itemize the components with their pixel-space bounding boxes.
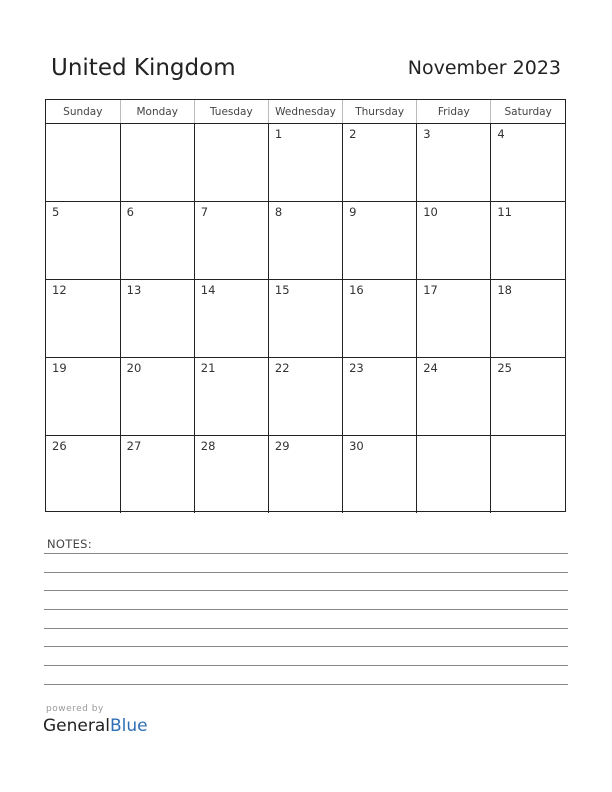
day-cell	[491, 124, 565, 202]
day-number: 11	[497, 205, 512, 219]
day-number: 7	[200, 205, 209, 219]
day-number: 2	[349, 127, 357, 141]
notes-line	[44, 609, 568, 610]
day-cell	[417, 124, 491, 202]
day-number: 28	[200, 439, 216, 453]
day-number: 26	[52, 439, 67, 453]
day-number: 1	[274, 127, 283, 141]
day-cell	[46, 358, 120, 436]
weekday-wednesday: Wednesday	[268, 100, 342, 124]
day-cell	[194, 280, 268, 358]
notes-line	[44, 646, 568, 647]
day-number	[195, 124, 268, 127]
day-number: 3	[423, 127, 431, 141]
week-row-5	[46, 436, 565, 514]
day-number: 4	[497, 127, 505, 141]
calendar-title: United Kingdom	[51, 55, 236, 81]
week-row-4	[46, 358, 565, 436]
weekday-thursday: Thursday	[343, 100, 417, 124]
day-cell	[417, 202, 491, 280]
calendar-grid	[45, 99, 566, 512]
day-number: 6	[126, 205, 134, 219]
day-cell	[46, 436, 120, 514]
powered-by-label: powered by	[46, 704, 104, 714]
weekday-header-row	[46, 100, 565, 124]
weekday-sunday: Sunday	[46, 100, 120, 124]
day-cell	[268, 436, 342, 514]
day-cell	[343, 202, 417, 280]
generalblue-logo[interactable]	[43, 716, 148, 736]
day-cell	[120, 124, 194, 202]
day-number: 14	[200, 283, 216, 297]
day-cell	[417, 358, 491, 436]
day-number: 30	[349, 439, 364, 453]
day-cell	[268, 280, 342, 358]
week-row-2	[46, 202, 565, 280]
day-number: 23	[349, 361, 364, 375]
notes-line	[44, 684, 568, 685]
day-cell	[268, 358, 342, 436]
day-cell	[343, 280, 417, 358]
day-cell	[46, 280, 120, 358]
day-number	[121, 124, 194, 127]
day-number: 13	[126, 283, 142, 297]
day-number: 21	[200, 361, 216, 375]
day-number: 29	[274, 439, 290, 453]
day-cell	[343, 358, 417, 436]
day-number: 15	[274, 283, 290, 297]
day-cell	[268, 202, 342, 280]
day-cell	[120, 280, 194, 358]
day-cell	[46, 202, 120, 280]
day-cell	[343, 436, 417, 514]
notes-line	[44, 628, 568, 629]
day-cell	[194, 202, 268, 280]
day-number: 25	[497, 361, 512, 375]
weekday-tuesday: Tuesday	[194, 100, 268, 124]
notes-line	[44, 590, 568, 591]
day-cell	[417, 436, 491, 514]
day-number: 18	[497, 283, 512, 297]
day-number: 17	[423, 283, 438, 297]
weekday-monday: Monday	[120, 100, 194, 124]
day-number	[491, 436, 565, 439]
notes-line	[44, 665, 568, 666]
month-year-label: November 2023	[407, 57, 561, 79]
notes-label: NOTES:	[47, 537, 92, 551]
day-number: 12	[52, 283, 67, 297]
day-cell	[194, 436, 268, 514]
day-number: 9	[349, 205, 357, 219]
day-cell	[120, 358, 194, 436]
day-cell	[120, 202, 194, 280]
notes-line	[44, 553, 568, 554]
day-number: 24	[423, 361, 438, 375]
day-cell	[491, 358, 565, 436]
day-number: 16	[349, 283, 364, 297]
day-number	[46, 124, 120, 127]
day-number: 22	[274, 361, 290, 375]
weekday-saturday: Saturday	[491, 100, 565, 124]
day-cell	[46, 124, 120, 202]
weekday-friday: Friday	[417, 100, 491, 124]
day-cell	[417, 280, 491, 358]
day-cell	[343, 124, 417, 202]
day-cell	[491, 436, 565, 514]
notes-line	[44, 572, 568, 573]
day-number: 10	[423, 205, 438, 219]
day-cell	[194, 358, 268, 436]
brand-general-text: General	[43, 716, 110, 736]
day-cell	[491, 280, 565, 358]
day-cell	[194, 124, 268, 202]
day-cell	[120, 436, 194, 514]
week-row-1	[46, 124, 565, 202]
day-number: 8	[274, 205, 283, 219]
day-number: 27	[126, 439, 142, 453]
day-number: 20	[126, 361, 142, 375]
week-row-3	[46, 280, 565, 358]
day-cell	[268, 124, 342, 202]
day-number: 5	[52, 205, 60, 219]
day-number: 19	[52, 361, 67, 375]
day-cell	[491, 202, 565, 280]
day-number	[417, 436, 490, 439]
brand-blue-text: Blue	[110, 716, 148, 736]
